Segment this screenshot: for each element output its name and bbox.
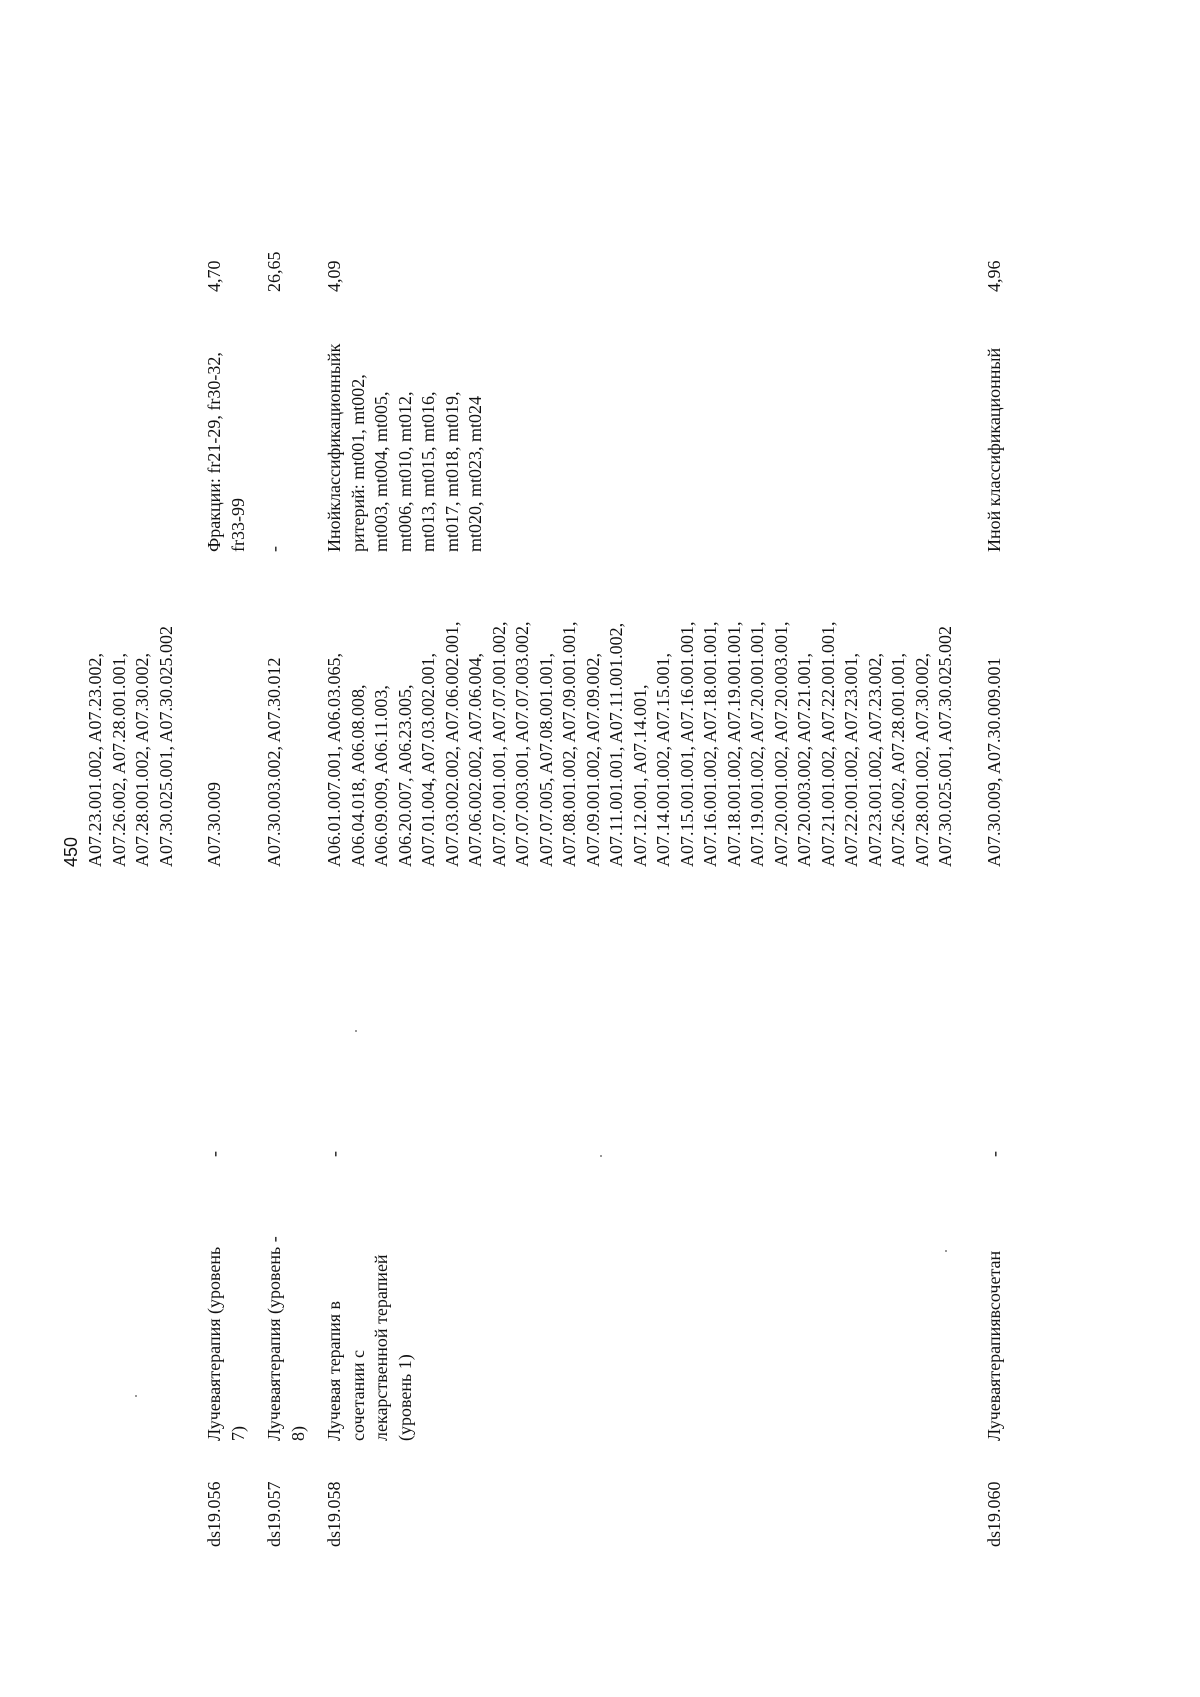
row-name: Лучеваятерапиявсочетан [984,1250,1004,1441]
row-dash: - [204,1151,224,1157]
scan-speck [945,1250,947,1252]
row-coefficient: 26,65 [264,251,284,292]
row-services: A06.01.007.001, A06.03.065, A06.04.018, A06.08.008, A06.09.009, A06.11.003, A06.20.007, A06.23.005, A07.01.004, A07.03.002.001, A07.03.002.002, A07.06.002.001, A07.06.002.002, A07.06.004, A07.07.001.001, A07.07.001.002, A07.07.003.001, A07.07.003.002, A07.07.005, A07.08.001.001, A07.08.001.002, A07.09.001.001, A07.09.001.002, A07.09.002, A07.11.001.001, A07.11.001.002, A07.12.001, A07.14.001, A07.14.001.002, A07.15.001, A07.15.001.001, A07.16.001.001, A07.16.001.002, A07.18.001.001, A07.18.001.002, A07.19.001.001, A07.19.001.002, A07.20.001.001, A07.20.001.002, A07.20.003.001, A07.20.003.002, A07.21.001, A07.21.001.002, A07.22.001.001, A07.22.001.002, A07.23.001, A07.23.001.002, A07.23.002, A07.26.002, A07.28.001.001, A07.28.001.002, A07.30.002, A07.30.025.001, A07.30.025.002 [324,621,955,867]
scan-speck [355,1030,357,1032]
row-services: A07.30.003.002, A07.30.012 [264,657,284,867]
row-coefficient: 4,96 [984,260,1004,292]
continued-services-cell: A07.23.001.002, A07.23.002, A07.26.002, A07.28.001.001, A07.28.001.002, A07.30.002, A07.30.025.001, A07.30.025.002 [85,625,176,867]
row-name: Лучеваятерапия (уровень - 8) [264,1236,308,1441]
row-code: ds19.060 [984,1481,1004,1547]
row-services: A07.30.009, A07.30.009.001 [984,657,1004,867]
row-criteria: Фракции: fr21-29, fr30-32, fr33-99 [204,352,248,552]
page-number: 450 [61,836,81,867]
scan-speck [135,1395,137,1397]
row-criteria: Инойклассификационныйк ритерий: mt001, mt002, mt003, mt004, mt005, mt006, mt010, mt012, mt013, mt015, mt016, mt017, mt018, mt019, mt020, mt023, mt024 [324,343,485,552]
row-name: Лучеваятерапия (уровень 7) [204,1246,248,1441]
row-criteria: - [264,546,284,552]
row-coefficient: 4,09 [324,260,344,292]
row-criteria: Иной классификационный [984,347,1004,552]
scan-speck [600,1155,602,1157]
row-name: Лучевая терапия в сочетании с лекарственной терапией (уровень 1) [324,1254,415,1441]
row-services: A07.30.009 [204,782,224,867]
row-dash: - [984,1151,1004,1157]
row-dash: - [324,1151,344,1157]
row-coefficient: 4,70 [204,260,224,292]
row-code: ds19.056 [204,1481,224,1547]
row-code: ds19.057 [264,1481,284,1547]
row-code: ds19.058 [324,1481,344,1547]
